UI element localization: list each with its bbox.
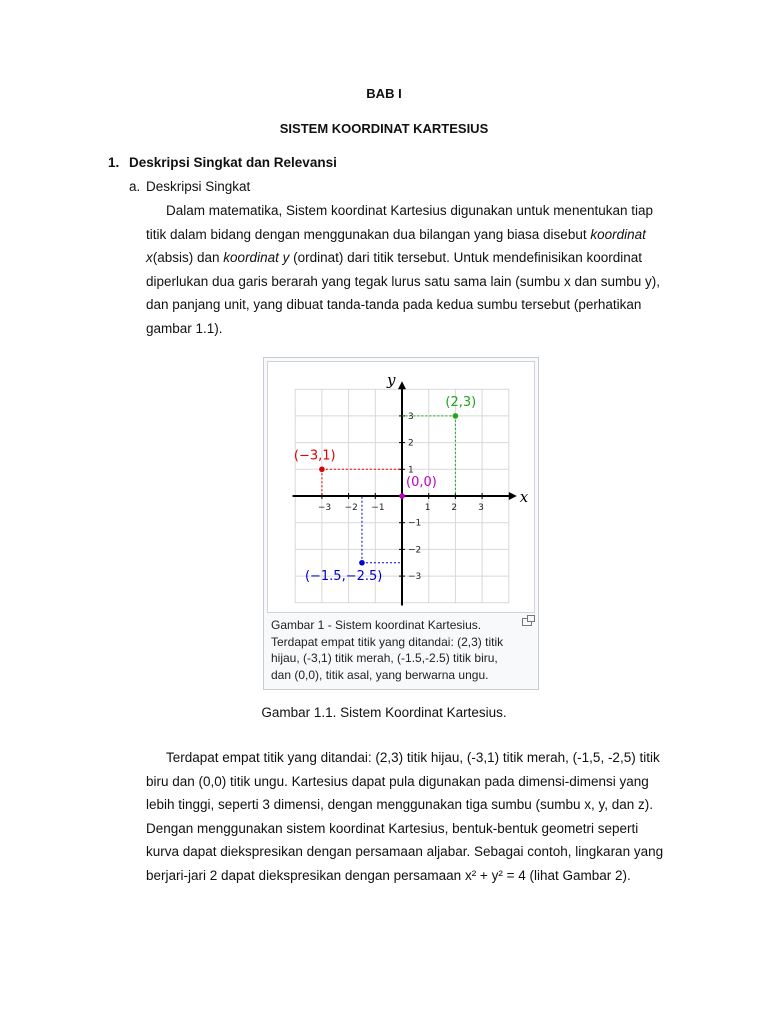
paragraph-1-line-3-b: (ordinat) dari titik tersebut. Untuk mendefinisikan koordinat [289, 250, 643, 265]
paragraph-2-line-2: biru dan (0,0) titik ungu. Kartesius dapat pula digunakan pada dimensi-dimensi yang [146, 773, 649, 789]
figure-caption-line-3: hijau, (-3,1) titik merah, (-1.5,-2.5) titik biru, [271, 651, 498, 665]
italic-koordinat: koordinat [590, 226, 646, 242]
paragraph-1-line-2-text: titik dalam bidang dengan menggunakan dua bilangan yang biasa disebut [146, 226, 591, 242]
figure-caption-line-2: Terdapat empat titik yang ditandai: (2,3) titik [271, 634, 504, 649]
figure-frame [263, 357, 539, 690]
figure-caption [271, 617, 533, 683]
y-axis-label: y [387, 371, 396, 390]
paragraph-2 [146, 746, 694, 887]
x-tick-label: 3 [478, 503, 484, 513]
point-blue [359, 560, 365, 566]
y-tick-label: −3 [408, 572, 422, 583]
point-label-red: (−3,1) [293, 448, 336, 464]
x-tick-label: 2 [451, 503, 458, 513]
x-tick-label: −1 [371, 503, 385, 513]
paragraph-2-line-4: Dengan menggunakan sistem koordinat Kartesius, bentuk-bentuk geometri seperti [146, 820, 639, 836]
x-tick-label: −2 [344, 503, 358, 513]
italic-x: x [146, 250, 153, 265]
paragraph-1-line-4: diperlukan dua garis berarah yang tegak lurus satu sama lain (sumbu x dan sumbu y), [146, 273, 661, 289]
paragraph-2-line-5: kurva dapat diekspresikan dengan persamaan aljabar. Sebagai contoh, lingkaran yang [146, 844, 664, 859]
point-label-purple: (0,0) [406, 475, 437, 490]
paragraph-1-line-2 [146, 223, 694, 247]
paragraph-1-line-1: Dalam matematika, Sistem koordinat Kartesius digunakan untuk menentukan tiap [166, 203, 654, 218]
section-title: Deskripsi Singkat dan Relevansi [129, 155, 337, 170]
paragraph-1-line-5: dan panjang unit, yang dibuat tanda-tanda pada kedua sumbu tersebut (perhatikan [146, 297, 642, 312]
point-label-green: (2,3) [445, 394, 477, 410]
y-tick-label: 1 [408, 465, 414, 476]
paragraph-1-line-6: gambar 1.1). [146, 320, 223, 336]
x-tick-label: 1 [424, 503, 431, 513]
paragraph-2-line-6: berjari-jari 2 dapat diekspresikan dengan persamaan x² + y² = 4 (lihat Gambar 2). [146, 867, 631, 883]
cartesian-chart [268, 362, 534, 612]
subsection-letter: a. [129, 179, 141, 194]
x-axis-arrow [509, 492, 517, 500]
figure-caption-line-1: Gambar 1 - Sistem koordinat Kartesius. [271, 618, 482, 632]
figure-caption-line-4: dan (0,0), titik asal, yang berwarna ungu. [271, 667, 489, 682]
paragraph-1-line-3-a: (absis) dan [152, 250, 224, 265]
point-green [453, 413, 459, 419]
paragraph-1-line-3 [146, 246, 694, 270]
paragraph-2-line-1: Terdapat empat titik yang ditandai: (2,3) titik hijau, (-3,1) titik merah, (-1,5, -2,5) titik [166, 750, 660, 765]
paragraph-2-line-3: lebih tinggi, seperti 3 dimensi, dengan menggunakan tiga sumbu (sumbu x, y, dan z). [146, 797, 654, 812]
y-tick-label: −1 [408, 518, 422, 529]
subsection-title: Deskripsi Singkat [146, 179, 251, 194]
x-axis-label: x [519, 488, 529, 506]
x-tick-label: −3 [317, 503, 332, 513]
point-red [319, 467, 325, 473]
italic-koordinat-y: koordinat y [223, 250, 290, 265]
y-axis-arrow [398, 381, 406, 389]
y-tick-label: −2 [408, 545, 422, 556]
y-tick-label: 2 [408, 438, 414, 449]
figure-image [267, 361, 535, 613]
figure-label: Gambar 1.1. Sistem Koordinat Kartesius. [261, 705, 507, 720]
y-tick-label: 3 [408, 411, 414, 422]
section-number: 1. [108, 155, 120, 170]
chapter-title: SISTEM KOORDINAT KARTESIUS [279, 121, 489, 136]
point-purple [399, 493, 405, 499]
paragraph-1 [146, 199, 694, 340]
chapter-label: BAB I [366, 86, 402, 101]
point-label-blue: (−1.5,−2.5) [304, 568, 383, 584]
